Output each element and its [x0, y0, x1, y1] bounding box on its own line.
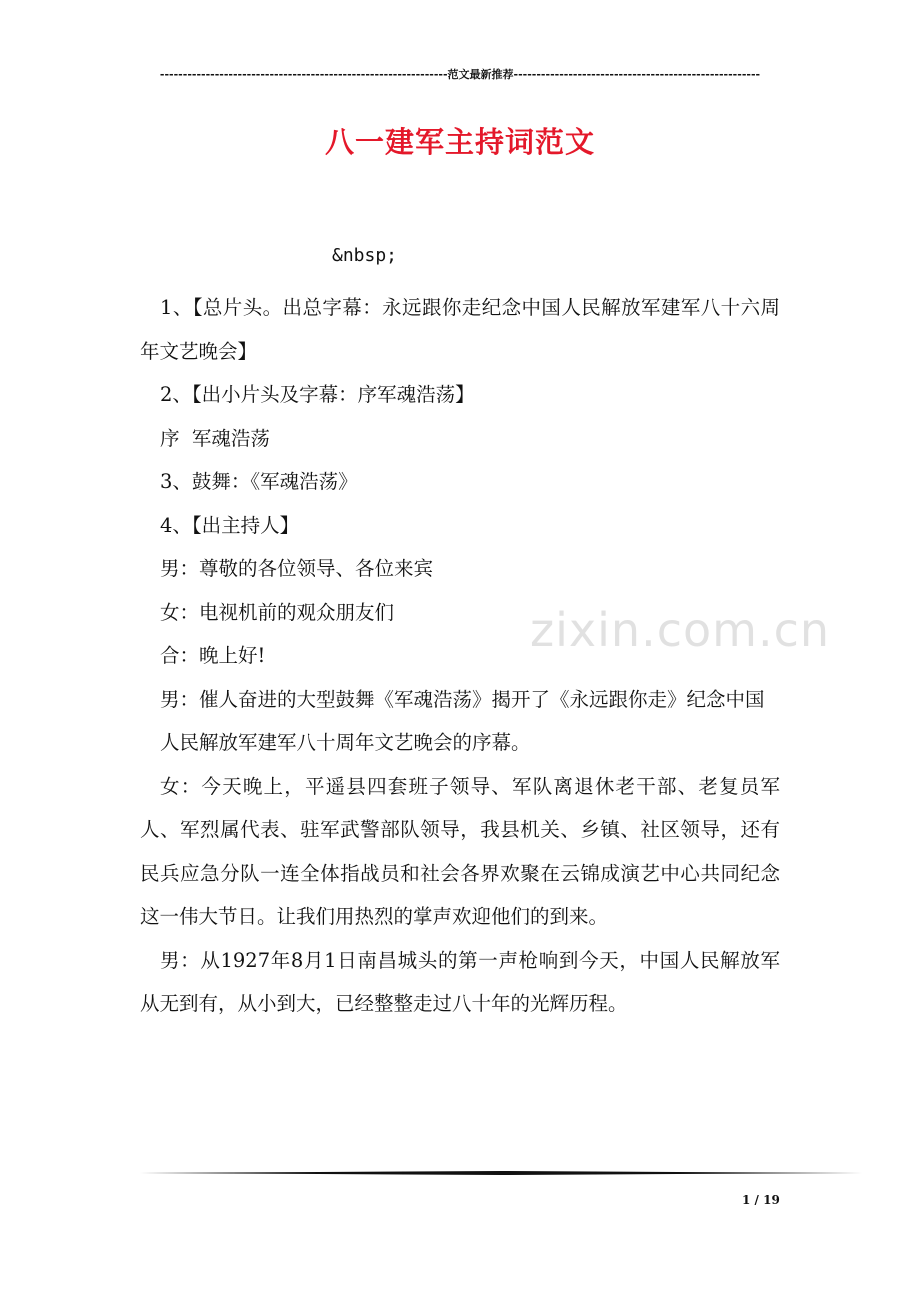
header-banner: ---------------------------------------------------------------范文最新推荐------------------------------------------------------	[159, 68, 761, 81]
paragraph: 人民解放军建军八十周年文艺晚会的序幕。	[160, 731, 531, 754]
paragraph: 1、【总片头。出总字幕：永远跟你走纪念中国人民解放军建军八十六周年文艺晚会】	[140, 296, 780, 363]
footer-rule	[140, 1171, 862, 1175]
document-title: 八一建军主持词范文	[324, 125, 595, 159]
paragraph: 男：尊敬的各位领导、各位来宾	[160, 557, 434, 580]
paragraph: 合：晚上好!	[160, 644, 266, 667]
page-number: 1 / 19	[742, 1193, 780, 1207]
paragraph: 女：电视机前的观众朋友们	[160, 600, 395, 624]
paragraph: 2、【出小片头及字幕：序军魂浩荡】	[160, 383, 475, 406]
paragraph: 男：催人奋进的大型鼓舞《军魂浩荡》揭开了《永远跟你走》纪念中国	[160, 687, 765, 711]
paragraph: 男：从1927年8月1日南昌城头的第一声枪响到今天，中国人民解放军从无到有，从小到大，已经整整走过八十年的光辉历程。	[140, 948, 780, 1015]
document-body	[140, 286, 780, 1026]
watermark-text: zixin.com.cn	[530, 603, 831, 657]
paragraph: 3、鼓舞：《军魂浩荡》	[160, 470, 358, 493]
paragraph: 女：今天晚上，平遥县四套班子领导、军队离退休老干部、老复员军人、军烈属代表、驻军武警部队领导，我县机关、乡镇、社区领导，还有民兵应急分队一连全体指战员和社会各界欢聚在云锦成演艺中心共同纪念这一伟大节日。让我们用热烈的掌声欢迎他们的到来。	[140, 774, 780, 928]
paragraph: 序 军魂浩荡	[160, 426, 270, 450]
nbsp-artifact: &nbsp;	[332, 245, 398, 266]
paragraph: 4、【出主持人】	[160, 513, 300, 537]
